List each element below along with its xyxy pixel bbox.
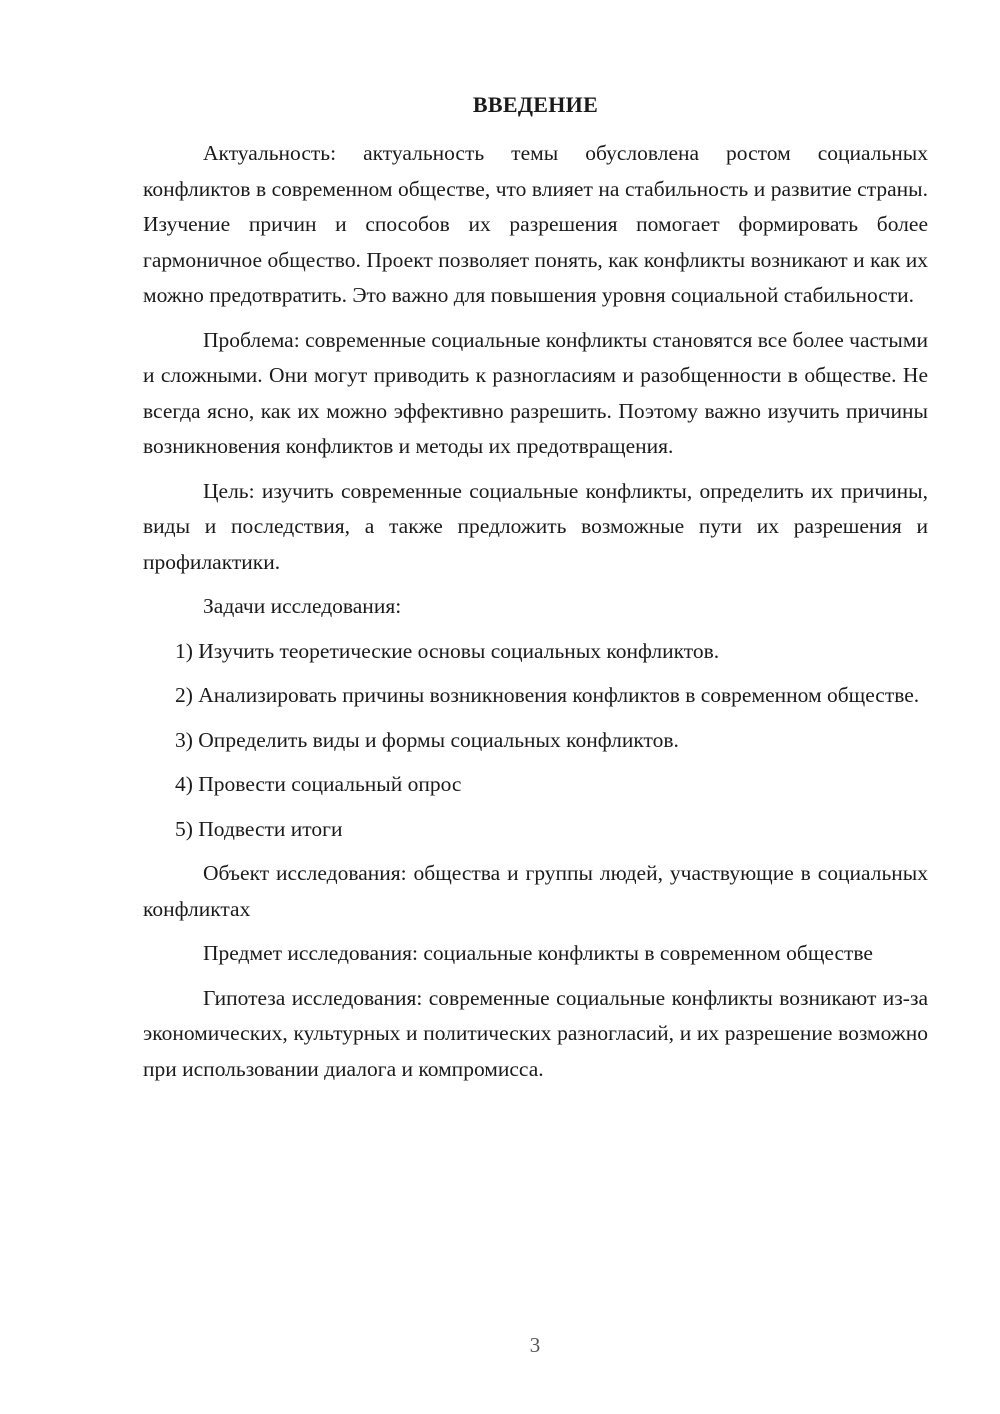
object-paragraph: Объект исследования: общества и группы людей, участвующие в социальных конфликтах (143, 861, 928, 921)
task-item: 5) Подвести итоги (175, 816, 343, 841)
page-number: 3 (529, 1333, 541, 1357)
task-item: 2) Анализировать причины возникновения конфликтов в современном обществе. (175, 683, 920, 708)
task-item: 1) Изучить теоретические основы социальных конфликтов. (175, 638, 720, 663)
relevance-paragraph: Актуальность: актуальность темы обусловлена ростом социальных конфликтов в современном обществе, что влияет на стабильность и развитие страны. Изучение причин и способов их разрешения помогает формировать более гармоничное общество. Проект позволяет понять, как конфликты возникают и как их можно предотвратить. Это важно для повышения уровня социальной стабильности. (143, 141, 928, 308)
tasks-list (143, 634, 928, 848)
subject-paragraph: Предмет исследования: социальные конфликты в современном обществе (203, 941, 873, 966)
problem-paragraph: Проблема: современные социальные конфликты становятся все более частыми и сложными. Они могут приводить к разногласиям и разобщенности в обществе. Не всегда ясно, как их можно эффективно разрешить. Поэтому важно изучить причины возникновения конфликтов и методы их предотвращения. (143, 327, 928, 459)
tasks-heading: Задачи исследования: (203, 594, 402, 619)
document-page (143, 92, 928, 1096)
goal-paragraph: Цель: изучить современные социальные конфликты, определить их причины, виды и последствия, а также предложить возможные пути их разрешения и профилактики. (143, 478, 928, 574)
hypothesis-paragraph: Гипотеза исследования: современные социальные конфликты возникают из-за экономических, культурных и политических разногласий, и их разрешение возможно при использовании диалога и компромисса. (143, 985, 928, 1081)
task-item: 3) Определить виды и формы социальных конфликтов. (175, 727, 679, 752)
task-item: 4) Провести социальный опрос (175, 772, 462, 797)
section-heading: ВВЕДЕНИЕ (472, 92, 599, 117)
